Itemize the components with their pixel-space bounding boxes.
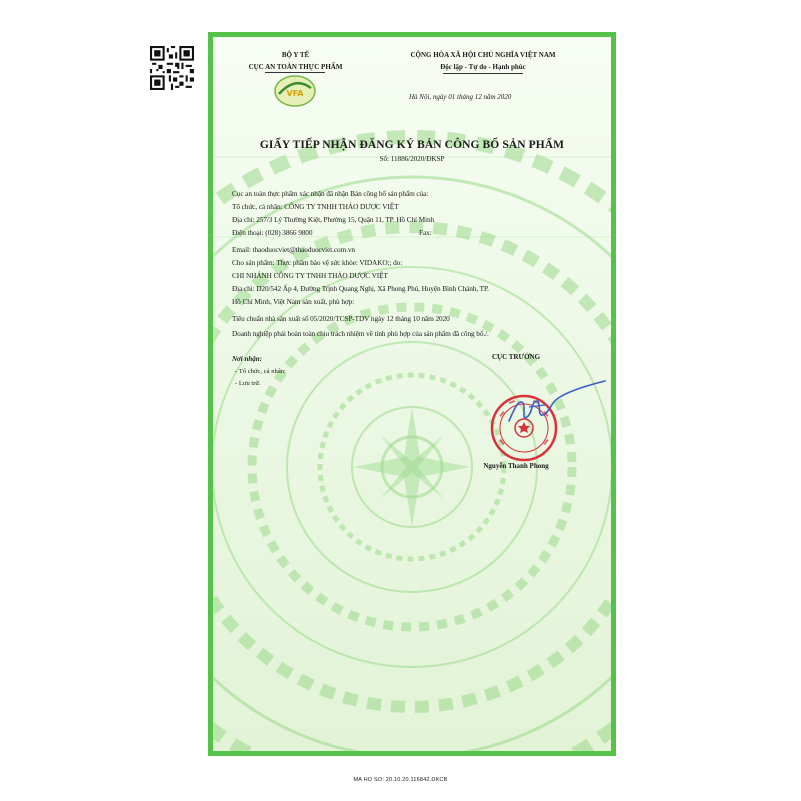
- certificate-title: GIẤY TIẾP NHẬN ĐĂNG KÝ BẢN CÔNG BỐ SẢN PHẨM: [259, 139, 565, 151]
- national-motto: Độc lập - Tự do - Hạnh phúc: [440, 63, 526, 71]
- department-underline: [265, 72, 325, 73]
- standard-line: Tiêu chuẩn nhà sản xuất số 05/2020/TCSP-TDV ngày 12 tháng 10 năm 2020: [232, 314, 450, 323]
- issue-date: Hà Nội, ngày 01 tháng 12 năm 2020: [409, 93, 512, 101]
- recipients-heading: Nơi nhận:: [232, 355, 263, 363]
- recipient-item: - Lưu trữ.: [235, 380, 261, 387]
- responsibility-line: Doanh nghiệp phải hoàn toàn chịu trách nhiệm về tính phù hợp của sản phẩm đã công bố./.: [232, 329, 489, 338]
- product-line: Cho sản phẩm: Thực phẩm bảo vệ sức khỏe: VIDAKO;; do:: [232, 258, 403, 267]
- organization-line: Tổ chức, cá nhân: CÔNG TY TNHH THẢO DƯỢC VIỆT: [232, 202, 399, 211]
- phone-line: Điện thoại: (028) 3866 9800: [232, 228, 313, 237]
- certificate-number: Số: 11886/2020/ĐKSP: [379, 154, 445, 163]
- qr-code-icon: [150, 46, 194, 90]
- email-line: Email: thaoduocviet@thaoduocviet.com.vn: [232, 245, 355, 254]
- handwritten-signature-icon: [493, 377, 613, 437]
- branch-address-line-2: Hồ Chí Minh, Việt Nam sản xuất, phù hợp:: [232, 297, 355, 306]
- motto-underline: [443, 73, 523, 74]
- signer-role: CỤC TRƯỞNG: [491, 353, 541, 361]
- branch-line: CHI NHÁNH CÔNG TY TNHH THẢO DƯỢC VIỆT: [232, 271, 388, 280]
- recipient-item: - Tổ chức, cá nhân;: [235, 368, 286, 375]
- fax-line: Fax:: [419, 228, 432, 237]
- branch-address-line-1: Địa chỉ: D20/542 Ấp 4, Đường Trịnh Quang Nghị, Xã Phong Phú, Huyện Bình Chánh, TP.: [232, 284, 489, 293]
- country-name: CỘNG HÒA XÃ HỘI CHỦ NGHĨA VIỆT NAM: [410, 51, 556, 59]
- department-name: CỤC AN TOÀN THỰC PHẨM: [248, 63, 343, 71]
- intro-line: Cục an toàn thực phẩm xác nhận đã nhận Bản công bố sản phẩm của:: [232, 189, 429, 198]
- address-line: Địa chỉ: 257/3 Lý Thường Kiệt, Phường 15, Quận 11, TP. Hồ Chí Minh: [232, 215, 435, 224]
- dossier-code: MA HO SO: 20.10.20.116842.DKCB: [353, 777, 448, 783]
- signer-name: Nguyễn Thanh Phong: [483, 462, 549, 470]
- certificate: [208, 32, 616, 756]
- vfa-logo-icon: [273, 74, 317, 108]
- svg-text:VFA: VFA: [286, 89, 304, 98]
- ministry-name: BỘ Y TẾ: [281, 51, 310, 59]
